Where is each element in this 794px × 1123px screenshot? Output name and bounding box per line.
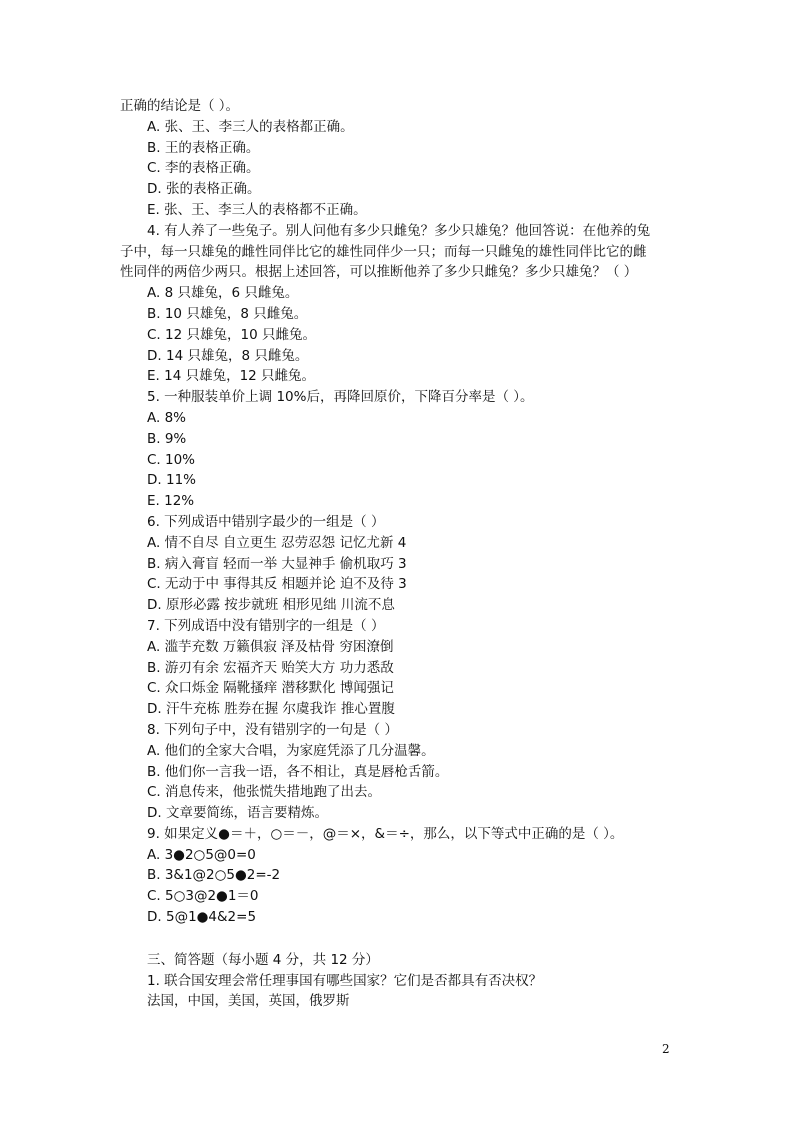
text-line: 4. 有人养了一些兔子。别人问他有多少只雌兔？多少只雄兔？他回答说：在他养的兔 [147,222,651,239]
text-line: 子中，每一只雄兔的雌性同伴比它的雄性同伴少一只；而每一只雌兔的雄性同伴比它的雌 [120,243,647,260]
text-line: 三、简答题（每小题 4 分，共 12 分） [147,951,379,968]
text-line: D. 14 只雄兔，8 只雌兔。 [147,347,309,364]
text-line: D. 文章要简练，语言要精炼。 [147,805,328,822]
text-line: C. 12 只雄兔，10 只雌兔。 [147,326,316,343]
text-line: 8. 下列句子中，没有错别字的一句是（ ） [147,721,398,738]
text-line: D. 11% [147,472,196,489]
short-answer-section [120,950,680,1012]
text-line: 正确的结论是（ ）。 [120,98,240,114]
text-line: 5. 一种服装单价上调 10%后，再降回原价，下降百分率是（ ）。 [147,389,534,406]
text-line: C. 李的表格正确。 [147,160,260,177]
text-line: E. 14 只雄兔，12 只雌兔。 [147,368,316,385]
text-line: C. 无动于中 事得其反 相题并论 迫不及待 3 [147,576,407,593]
text-line: 1. 联合国安理会常任理事国有哪些国家？它们是否都具有否决权？ [147,972,543,989]
text-line: A. 8 只雄兔，6 只雌兔。 [147,285,299,302]
text-line: D. 张的表格正确。 [147,181,261,198]
text-line: E. 12% [147,493,195,510]
text-line: C. 消息传来，他张慌失措地跑了出去。 [147,784,382,801]
text-line: C. 众口烁金 隔靴搔痒 潜移默化 博闻强记 [147,680,394,697]
text-line: B. 9% [147,430,187,447]
text-line: B. 王的表格正确。 [147,139,260,156]
text-line: A. 他们的全家大合唱，为家庭凭添了几分温馨。 [147,742,435,759]
text-line: 6. 下列成语中错别字最少的一组是（ ） [147,513,385,530]
section-gap [120,928,680,950]
text-line: C. 10% [147,451,196,468]
text-line: 法国，中国，美国，英国，俄罗斯 [147,993,350,1010]
text-line: D. 5@1●4&2=5 [147,909,257,926]
text-line: A. 3●2○5@0=0 [147,846,256,863]
page-number: 2 [662,1042,670,1056]
document-body [120,96,680,1012]
text-line: C. 5○3@2●1＝0 [147,888,259,905]
text-line: B. 10 只雄兔，8 只雌兔。 [147,305,308,322]
text-line: B. 3&1@2○5●2=-2 [147,867,281,884]
text-line: 9. 如果定义●＝＋，○＝－，@＝×，&＝÷，那么，以下等式中正确的是（ ）。 [147,825,624,842]
questions-block [120,96,680,928]
text-line: A. 张、王、李三人的表格都正确。 [147,118,354,135]
text-line: A. 8% [147,409,186,426]
text-line: A. 情不自尽 自立更生 忍劳忍怨 记忆尤新 4 [147,534,407,551]
text-line: B. 他们你一言我一语，各不相让，真是唇枪舌箭。 [147,763,449,780]
text-line: D. 汗牛充栋 胜券在握 尔虞我诈 推心置腹 [147,701,395,718]
text-line: E. 张、王、李三人的表格都不正确。 [147,201,367,218]
text-line: A. 滥芋充数 万籁俱寂 泽及枯骨 穷困潦倒 [147,638,394,655]
text-line: 性同伴的两倍少两只。根据上述回答，可以推断他养了多少只雌兔？多少只雄兔？（ ） [120,264,638,281]
text-line: D. 原形必露 按步就班 相形见绌 川流不息 [147,597,395,614]
text-line: B. 病入膏盲 轻而一举 大显神手 偷机取巧 3 [147,555,407,572]
text-line: B. 游刃有余 宏福齐天 贻笑大方 功力悉敌 [147,659,394,676]
text-line: 7. 下列成语中没有错别字的一组是（ ） [147,617,385,634]
